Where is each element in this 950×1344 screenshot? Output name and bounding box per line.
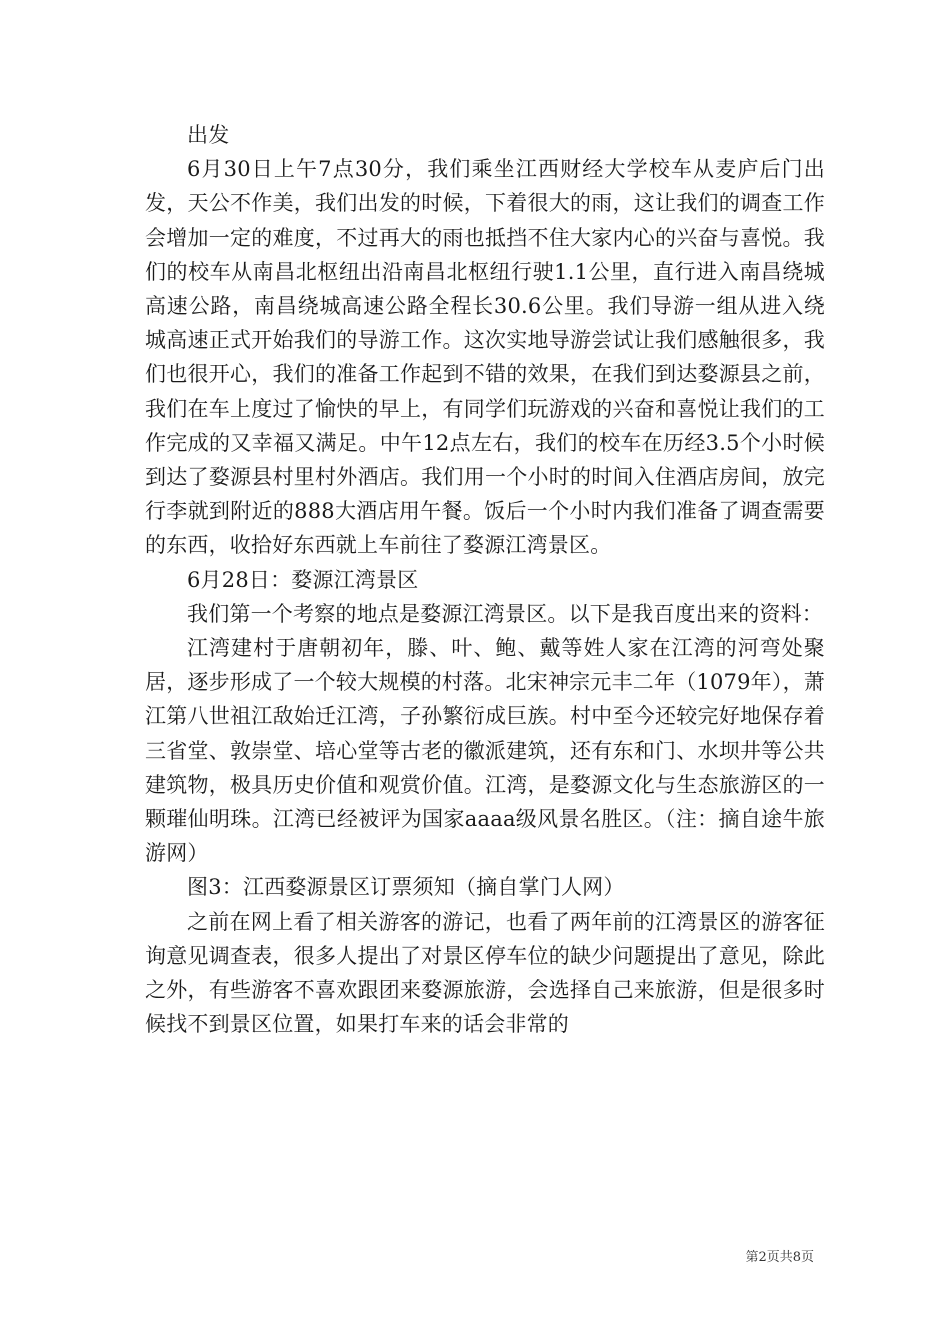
paragraph-departure-heading: 出发 bbox=[187, 123, 230, 147]
page-number-footer: 第2页共8页 bbox=[745, 1250, 814, 1265]
figure-caption: 图3：江西婺源景区订票须知（摘自掌门人网） bbox=[187, 875, 625, 900]
document-body bbox=[145, 118, 825, 1041]
paragraph-jiangwan-history: 江湾建村于唐朝初年，滕、叶、鲍、戴等姓人家在江湾的河弯处聚居，逐步形成了一个较大规模的村落。北宋神宗元丰二年（1079年），萧江第八世祖江敌始迁江湾，子孙繁衍成巨族。村中至今还较完好地保存着三省堂、敦崇堂、培心堂等古老的徽派建筑，还有东和门、水坝井等公共建筑物，极具历史价值和观赏价值。江湾，是婺源文化与生态旅游区的一颗璀仙明珠。江湾已经被评为国家aaaa级风景名胜区。（注：摘自途牛旅游网） bbox=[145, 636, 825, 866]
paragraph-visitor-feedback: 之前在网上看了相关游客的游记，也看了两年前的江湾景区的游客征询意见调查表，很多人提出了对景区停车位的缺少问题提出了意见，除此之外，有些游客不喜欢跟团来婺源旅游，会选择自己来旅游，但是很多时候找不到景区位置，如果打车来的话会非常的 bbox=[145, 909, 825, 1037]
paragraph-first-site-intro: 我们第一个考察的地点是婺源江湾景区。以下是我百度出来的资料： bbox=[187, 601, 823, 626]
paragraph-departure-narrative: 6月30日上午7点30分，我们乘坐江西财经大学校车从麦庐后门出发，天公不作美，我们出发的时候，下着很大的雨，这让我们的调查工作会增加一定的难度，不过再大的雨也抵挡不住大家内心的兴奋与喜悦。我们的校车从南昌北枢纽出沿南昌北枢纽行驶1.1公里，直行进入南昌绕城高速公路，南昌绕城高速公路全程长30.6公里。我们导游一组从进入绕城高速正式开始我们的导游工作。这次实地导游尝试让我们感触很多，我们也很开心，我们的准备工作起到不错的效果，在我们到达婺源县之前，我们在车上度过了愉快的早上，有同学们玩游戏的兴奋和喜悦让我们的工作完成的又幸福又满足。中午12点左右，我们的校车在历经3.5个小时候到达了婺源县村里村外酒店。我们用一个小时的时间入住酒店房间，放完行李就到附近的888大酒店用午餐。饭后一个小时内我们准备了调查需要的东西，收拾好东西就上车前往了婺源江湾景区。 bbox=[145, 157, 825, 558]
paragraph-jiangwan-heading: 6月28日：婺源江湾景区 bbox=[187, 567, 419, 592]
